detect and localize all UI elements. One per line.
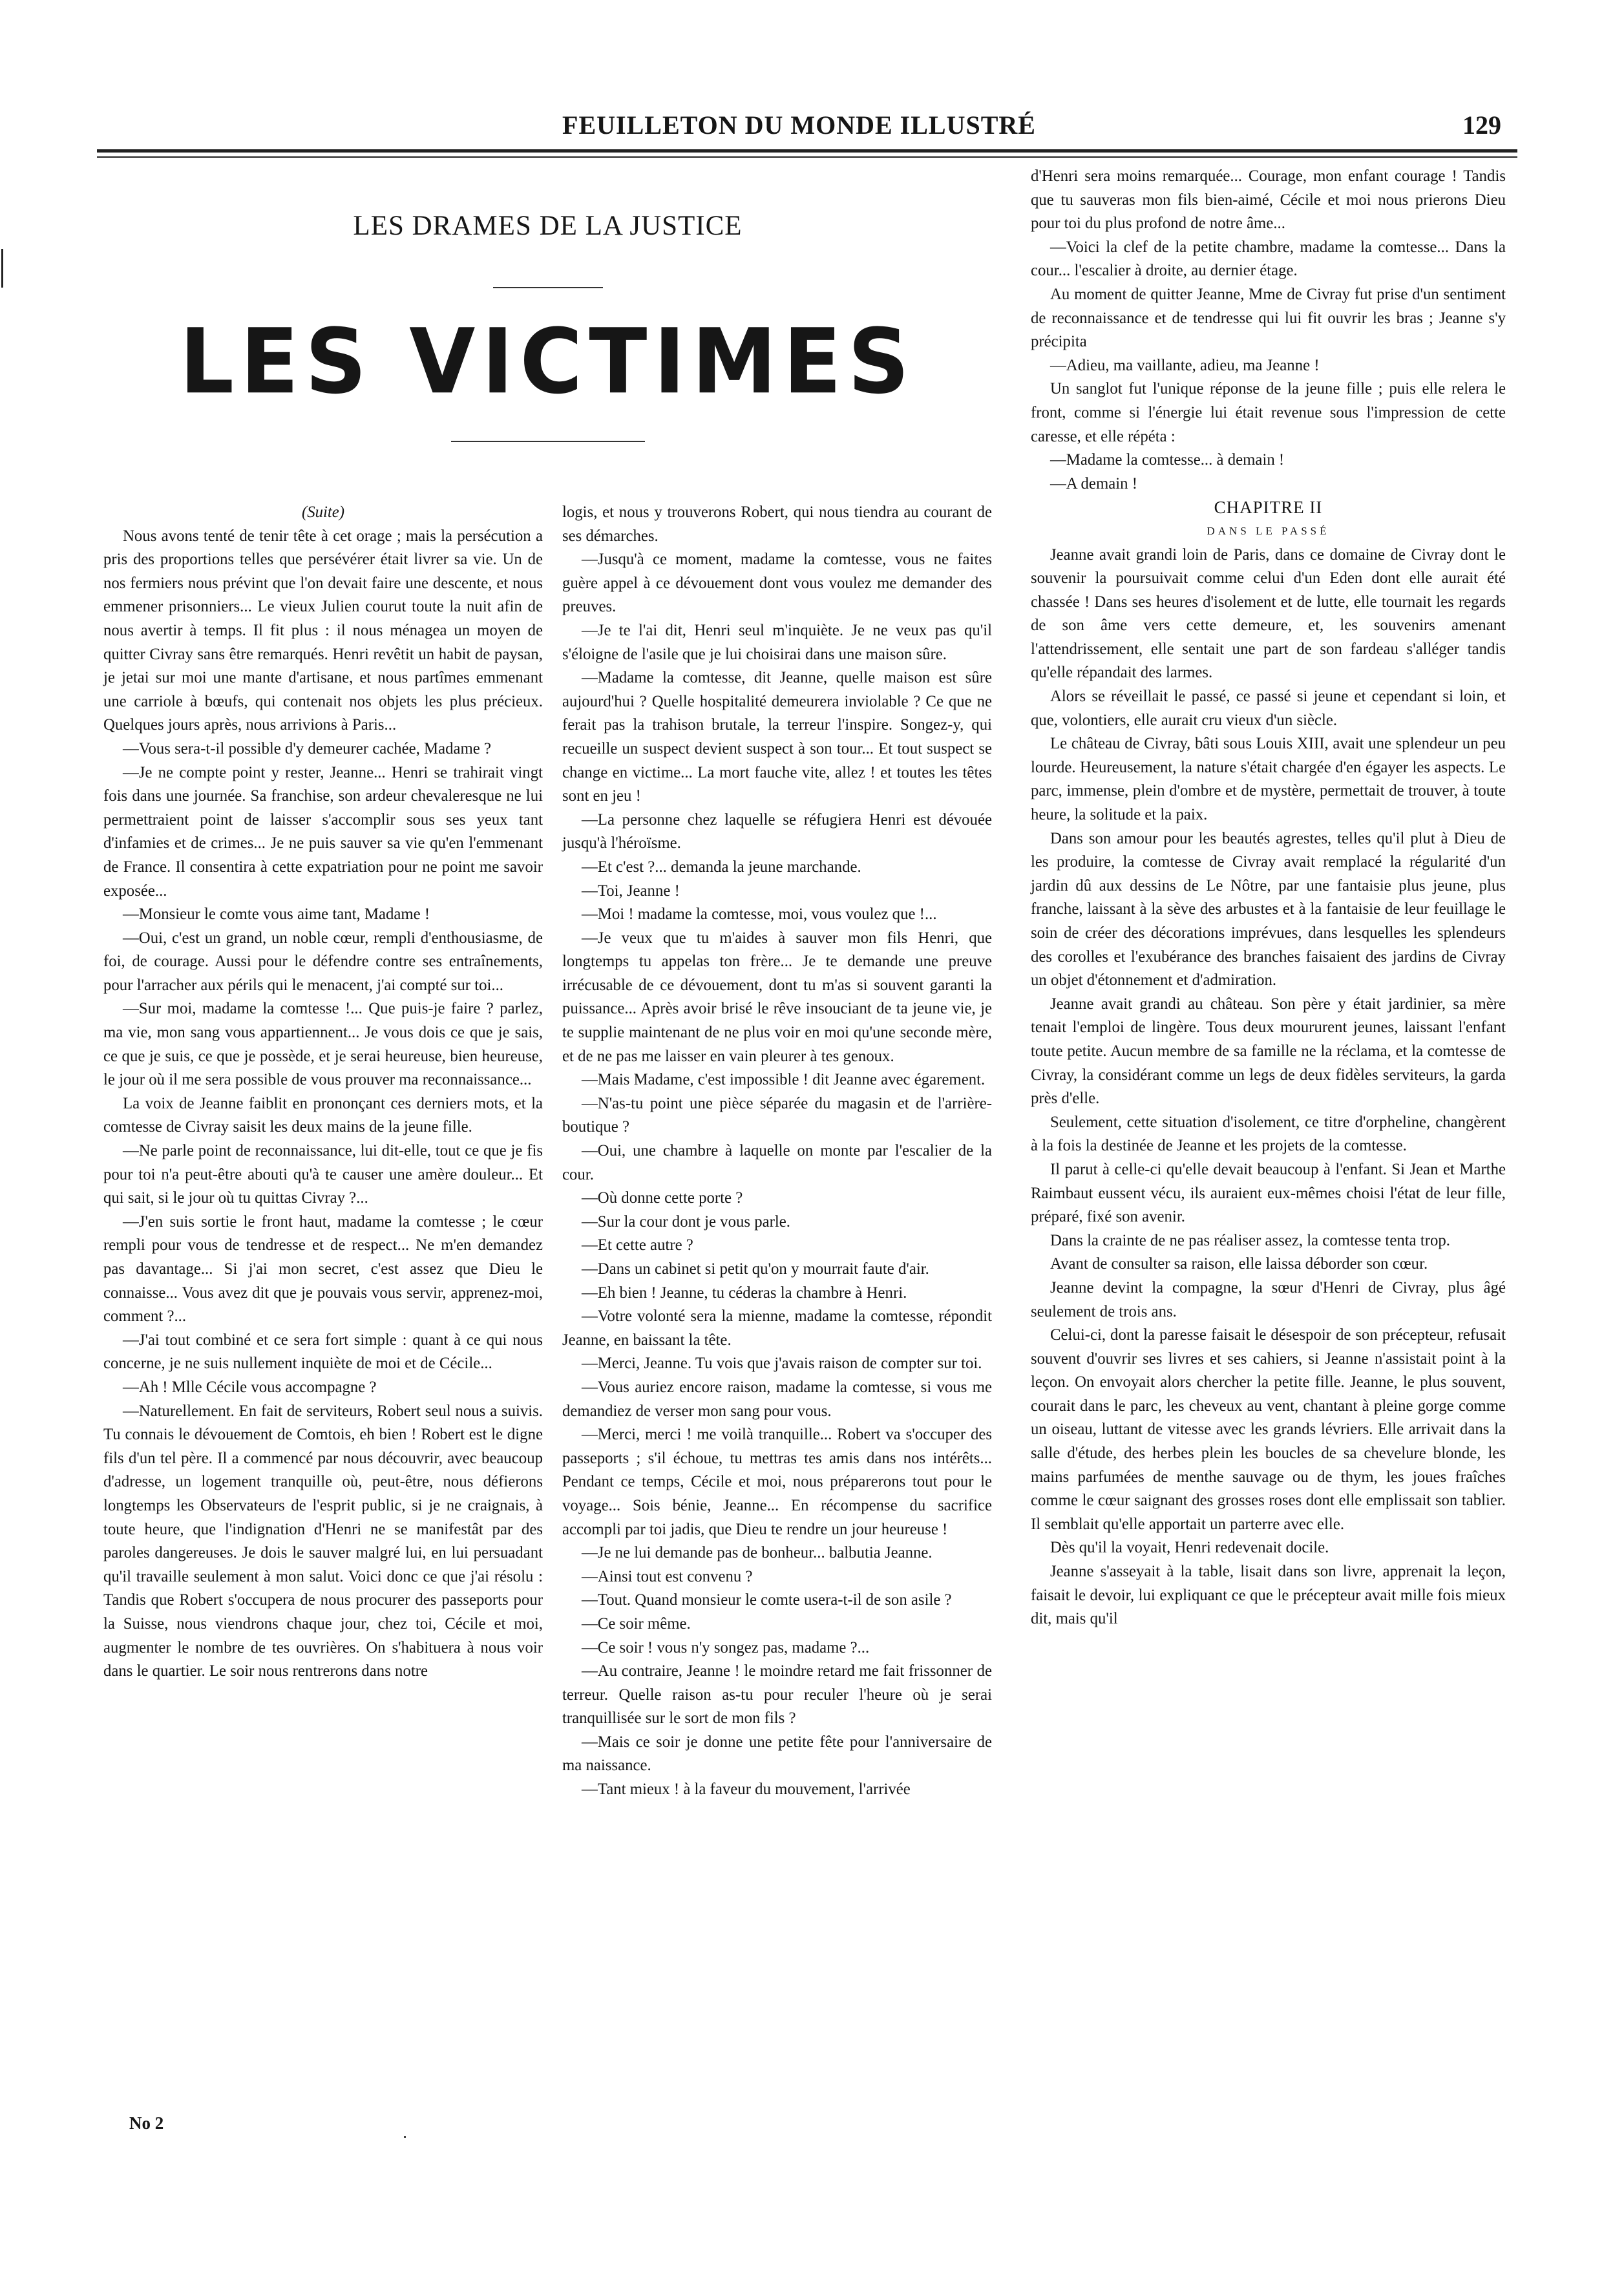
paragraph: —Jusqu'à ce moment, madame la comtesse, vous ne faites guère appel à ce dévouement dont vous voulez me demander des preuves. [562,551,992,616]
text-column-2 [562,501,992,1802]
footer-mark [404,2136,406,2138]
paragraph: —Je veux que tu m'aides à sauver mon fils Henri, que longtemps tu appelas ton frère... Je te demande une preuve irrécusable de ce dévouement, dont tu m'as si souvent garanti la puissance... Après avoir brisé le rêve insouciant de ta jeune vie, je te supplie maintenant de ne plus voir en moi qu'une seconde mère, et de ne pas me laisser en vain pleurer à tes genoux. [562,929,992,1065]
running-title: FEUILLETON DU MONDE ILLUSTRÉ [562,111,1036,140]
paragraph: —Tout. Quand monsieur le comte usera-t-il de son asile ? [582,1591,952,1609]
text-column-1 [103,501,543,1684]
paragraph: —Naturellement. En fait de serviteurs, Robert seul nous a suivis. Tu connais le dévouement de Comtois, eh bien ! Robert est le digne fils d'un tel père. Il a commencé par nous découvrir, avec beaucoup d'adresse, un logement tranquille où, peut-être, nous défierons longtemps les Observateurs de l'esprit public, si je ne craignais, à toute heure, que l'indignation d'Henri ne se manifestât par des paroles dangereuses. Je dois le sauver malgré lui, en lui persuadant qu'il travaille seulement à mon salut. Voici donc ce que j'ai résolu : Tandis que Robert s'occupera de nous procurer des passeports pour la Suisse, nous viendrons chaque jour, chez toi, Cécile et moi, augmenter le nombre de tes ouvrières. On s'habituera à nous voir dans le quartier. Le soir nous rentrerons dans notre [103,1402,543,1680]
paragraph: —Ce soir ! vous n'y songez pas, madame ?... [582,1638,870,1656]
paragraph: —Toi, Jeanne ! [582,882,680,900]
paragraph: —Sur moi, madame la comtesse !... Que puis-je faire ? parlez, ma vie, mon sang vous appartiennent... Je vous dois ce que je sais, ce que je suis, ce que je possède, et je serai heureuse, bien heureuse, le jour où il me sera possible de vous prouver ma reconnaissance... [103,1000,543,1089]
paragraph: Un sanglot fut l'unique réponse de la jeune fille ; puis elle relera le front, comme si l'énergie lui était revenue sous l'impression de cette caresse, et elle répéta : [1031,380,1506,445]
paragraph: —Vous sera-t-il possible d'y demeurer cachée, Madame ? [123,739,492,757]
paragraph: Jeanne avait grandi loin de Paris, dans ce domaine de Civray dont le souvenir la poursuivait comme celui d'un Eden dont elle aurait été chassée ! Dans ses heures d'isolement et de lutte, elle tournait les regards de son âme vers cette demeure, et, les souvenirs amenant l'attendrissement, elle sentait une part de son fardeau s'alléger tandis qu'elle répandait des larmes. [1031,545,1506,682]
paragraph: —Au contraire, Jeanne ! le moindre retard me fait frissonner de terreur. Quelle raison as-tu pour reculer l'heure où je serai tranquillisée sur le sort de mon fils ? [562,1662,992,1728]
paragraph: —J'en suis sortie le front haut, madame la comtesse ; le cœur rempli pour vous de tendresse et de respect... Ne m'en demandez pas davantage... Si j'ai mon secret, c'est assez que Dieu le connaisse... Vous avez dit que je pouvais vous servir, apprenez-moi, comment ?... [103,1212,543,1326]
series-title: LES DRAMES DE LA JUSTICE [353,211,743,241]
paragraph: La voix de Jeanne faiblit en prononçant ces derniers mots, et la comtesse de Civray saisit les deux mains de la jeune fille. [103,1094,543,1136]
paragraph: Au moment de quitter Jeanne, Mme de Civray fut prise d'un sentiment de reconnaissance et de tendresse qui lui fit ouvrir les bras ; Jeanne s'y précipita [1031,285,1506,351]
paragraph: —Merci, merci ! me voilà tranquille... Robert va s'occuper des passeports ; s'il échoue, tu mettras tes amis dans nos intérêts... Pendant ce temps, Cécile et moi, nous préparerons tout pour le voyage... Sois bénie, Jeanne... En récompense du sacrifice accompli par toi jadis, que Dieu te rendre un jour heureuse ! [562,1426,992,1538]
header-rule-thin [97,156,1517,158]
paragraph: —Ainsi tout est convenu ? [582,1567,753,1585]
paragraph: Le château de Civray, bâti sous Louis XIII, avait une splendeur un peu lourde. Heureusement, la nature s'était chargée d'en égayer les aspects. Le parc, immense, plein d'ombre et de mystère, permettait de trouver, à toute heure, la solitude et la paix. [1031,735,1506,824]
paragraph: —Dans un cabinet si petit qu'on y mourrait faute d'air. [582,1260,929,1278]
column-2-body [562,501,992,1802]
paragraph: —Vous auriez encore raison, madame la comtesse, si vous me demandiez de verser mon sang pour vous. [562,1378,992,1420]
paragraph: Avant de consulter sa raison, elle laissa déborder son cœur. [1050,1255,1428,1273]
paragraph: —Ce soir même. [582,1614,691,1633]
running-header [97,110,1501,149]
chapter-title: CHAPITRE II [1214,498,1323,518]
paragraph: logis, et nous y trouverons Robert, qui nous tiendra au courant de ses démarches. [562,503,992,545]
paragraph: Seulement, cette situation d'isolement, ce titre d'orpheline, changèrent à la fois la destinée de Jeanne et les projets de la comtesse. [1031,1113,1506,1155]
paragraph: —Madame la comtesse... à demain ! [1050,451,1285,469]
title-divider [493,287,603,288]
paragraph: Jeanne avait grandi au château. Son père y était jardinier, sa mère tenait l'emploi de lingère. Tous deux moururent jeunes, laissant l'enfant toute petite. Aucun membre de sa famille ne la réclama, et la comtesse de Civray, la considérant comme un legs de deux fidèles serviteurs, la garda près d'elle. [1031,995,1506,1108]
paragraph: —Voici la clef de la petite chambre, madame la comtesse... Dans la cour... l'escalier à droite, au dernier étage. [1031,238,1506,280]
paragraph: —Où donne cette porte ? [582,1189,743,1207]
paragraph: —Mais Madame, c'est impossible ! dit Jeanne avec égarement. [582,1071,986,1089]
column-1-body [103,525,543,1684]
paragraph: —Ah ! Mlle Cécile vous accompagne ? [123,1378,377,1396]
paragraph: Celui-ci, dont la paresse faisait le désespoir de son précepteur, refusait souvent d'ouvrir ses livres et ses cahiers, si Jeanne n'assistait point à la leçon. On envoyait alors chercher la petite fille. Jeanne, le plus souvent, courait dans le parc, les cheveux au vent, chantant à pleine gorge comme un oiseau, luttant de vitesse avec les grands lévriers. Elle arrivait dans la salle d'étude, des herbes plein les boucles de sa chevelure blonde, les mains parfumées de menthe sauvage ou de thym, les joues fraîches comme le cœur saignant des grosses roses dont elle emplissait son tablier. Il semblait qu'elle apportait un parterre avec elle. [1031,1326,1506,1533]
main-title: LES VICTIMES [179,310,916,414]
paragraph: —La personne chez laquelle se réfugiera Henri est dévouée jusqu'à l'héroïsme. [562,810,992,852]
paragraph: —N'as-tu point une pièce séparée du magasin et de l'arrière-boutique ? [562,1094,992,1136]
paragraph: —Ne parle point de reconnaissance, lui dit-elle, tout ce que je fis pour toi n'a peut-être abouti qu'à te causer une amère douleur... Et qui sait, si le jour où tu quittas Civray ?... [103,1142,543,1207]
paragraph: —Et cette autre ? [582,1236,693,1254]
paragraph: —Adieu, ma vaillante, adieu, ma Jeanne ! [1050,356,1320,374]
paragraph: —Sur la cour dont je vous parle. [582,1212,790,1231]
footer-number: No 2 [129,2113,164,2133]
column-3-body-bottom [1031,544,1506,1631]
paragraph: —Je te l'ai dit, Henri seul m'inquiète. Je ne veux pas qu'il s'éloigne de l'asile que je lui choisirai dans une maison sûre. [562,621,992,663]
paragraph: Il parut à celle-ci qu'elle devait beaucoup à l'enfant. Si Jean et Marthe Raimbaut eussent vécu, ils auraient eux-mêmes choisi l'état de leur fille, préparé, fixé son avenir. [1031,1160,1506,1226]
paragraph: Alors se réveillait le passé, ce passé si jeune et cependant si loin, et que, volontiers, elle aurait cru vieux d'un siècle. [1031,688,1506,729]
paragraph: —Mais ce soir je donne une petite fête pour l'anniversaire de ma naissance. [562,1733,992,1775]
paragraph: —Moi ! madame la comtesse, moi, vous voulez que !... [582,905,937,924]
paragraph: —Oui, une chambre à laquelle on monte par l'escalier de la cour. [562,1142,992,1183]
paragraph: —Tant mieux ! à la faveur du mouvement, l'arrivée [582,1781,911,1799]
paragraph: Dans la crainte de ne pas réaliser assez, la comtesse tenta trop. [1050,1231,1450,1249]
paragraph: Dès qu'il la voyait, Henri redevenait docile. [1050,1539,1329,1557]
page-number: 129 [1462,111,1501,140]
paragraph: —Oui, c'est un grand, un noble cœur, rempli d'enthousiasme, de foi, de courage. Aussi pour le défendre contre ses entraînements, pour l'arracher aux périls qui le menacent, j'ai compté sur toi... [103,929,543,994]
paragraph: —J'ai tout combiné et ce sera fort simple : quant à ce qui nous concerne, je ne suis nullement inquiète de moi et de Cécile... [103,1331,543,1373]
paragraph: Nous avons tenté de tenir tête à cet orage ; mais la persécution a pris des proportions telles que persévérer était livrer sa vie. Un de nos fermiers nous prévint que l'on devait faire une descente, et nous emmener prisonniers... Le vieux Julien courut toute la nuit afin de nous avertir à temps. Il fit plus : il nous ménagea un moyen de quitter Civray sans être remarqués. Henri revêtit un habit de paysan, je jetai sur moi une mante d'artisane, et nous partîmes emmenant une carriole à bœufs, qui contenait nos objets les plus précieux. Quelques jours après, nous arrivions à Paris... [103,527,543,734]
page-edge-mark [1,249,3,288]
paragraph: —A demain ! [1050,474,1137,492]
paragraph: —Et c'est ?... demanda la jeune marchande. [582,858,861,876]
paragraph: —Eh bien ! Jeanne, tu céderas la chambre à Henri. [582,1284,907,1302]
paragraph: —Madame la comtesse, dit Jeanne, quelle maison est sûre aujourd'hui ? Quelle hospitalité demeurera inviolable ? Ce que ne ferait pas la trahison brutale, la terreur l'inspire. Songez-y, qui recueille un suspect devient suspect à son tour... Et tout suspect se change en victime... La mort fauche vite, allez ! et toutes les têtes sont en jeu ! [562,669,992,805]
paragraph: —Votre volonté sera la mienne, madame la comtesse, répondit Jeanne, en baissant la tête. [562,1307,992,1349]
paragraph: —Je ne lui demande pas de bonheur... balbutia Jeanne. [582,1544,933,1562]
paragraph: —Merci, Jeanne. Tu vois que j'avais raison de compter sur toi. [582,1355,982,1373]
paragraph: —Monsieur le comte vous aime tant, Madame ! [123,905,430,924]
suite-label: (Suite) [301,503,345,521]
text-column-3 [1031,165,1506,1631]
paragraph: Jeanne s'asseyait à la table, lisait dans son livre, apprenait la leçon, faisait le devoir, lui expliquant ce que le précepteur avait mille fois mieux dit, mais qu'il [1031,1563,1506,1628]
title-block [103,187,992,442]
chapter-subtitle: DANS LE PASSÉ [1207,524,1330,537]
paragraph: d'Henri sera moins remarquée... Courage, mon enfant courage ! Tandis que tu sauveras mon fils bien-aimé, Cécile et moi nous prierons Dieu pour toi du plus profond de notre âme... [1031,167,1506,233]
paragraph: —Je ne compte point y rester, Jeanne... Henri se trahirait vingt fois dans une journée. Sa franchise, son ardeur chevaleresque ne lui permettraient point de laisser s'accomplir sous ses yeux tant d'infamies et de crimes... Je ne puis sauver sa vie qu'en l'emmenant de France. Il consentira à cette expatriation pour ne point me savoir exposée... [103,763,543,900]
header-rule-thick [97,149,1517,153]
title-divider-lower [451,441,645,442]
paragraph: Jeanne devint la compagne, la sœur d'Henri de Civray, plus âgé seulement de trois ans. [1031,1278,1506,1320]
column-3-body-top [1031,165,1506,496]
paragraph: Dans son amour pour les beautés agrestes, telles qu'il plut à Dieu de les produire, la comtesse de Civray avait remplacé la régularité d'un jardin dû aux dessins de Le Nôtre, par une fantaisie plus jeune, plus franche, laissant à la sève des arbustes et à la fantaisie de leur feuillage le soin de créer des décorations imprévues, dans lesquelles les splendeurs des corolles et l'exubérance des branches faisaient des jardins de Civray un objet d'étonnement et d'admiration. [1031,829,1506,989]
